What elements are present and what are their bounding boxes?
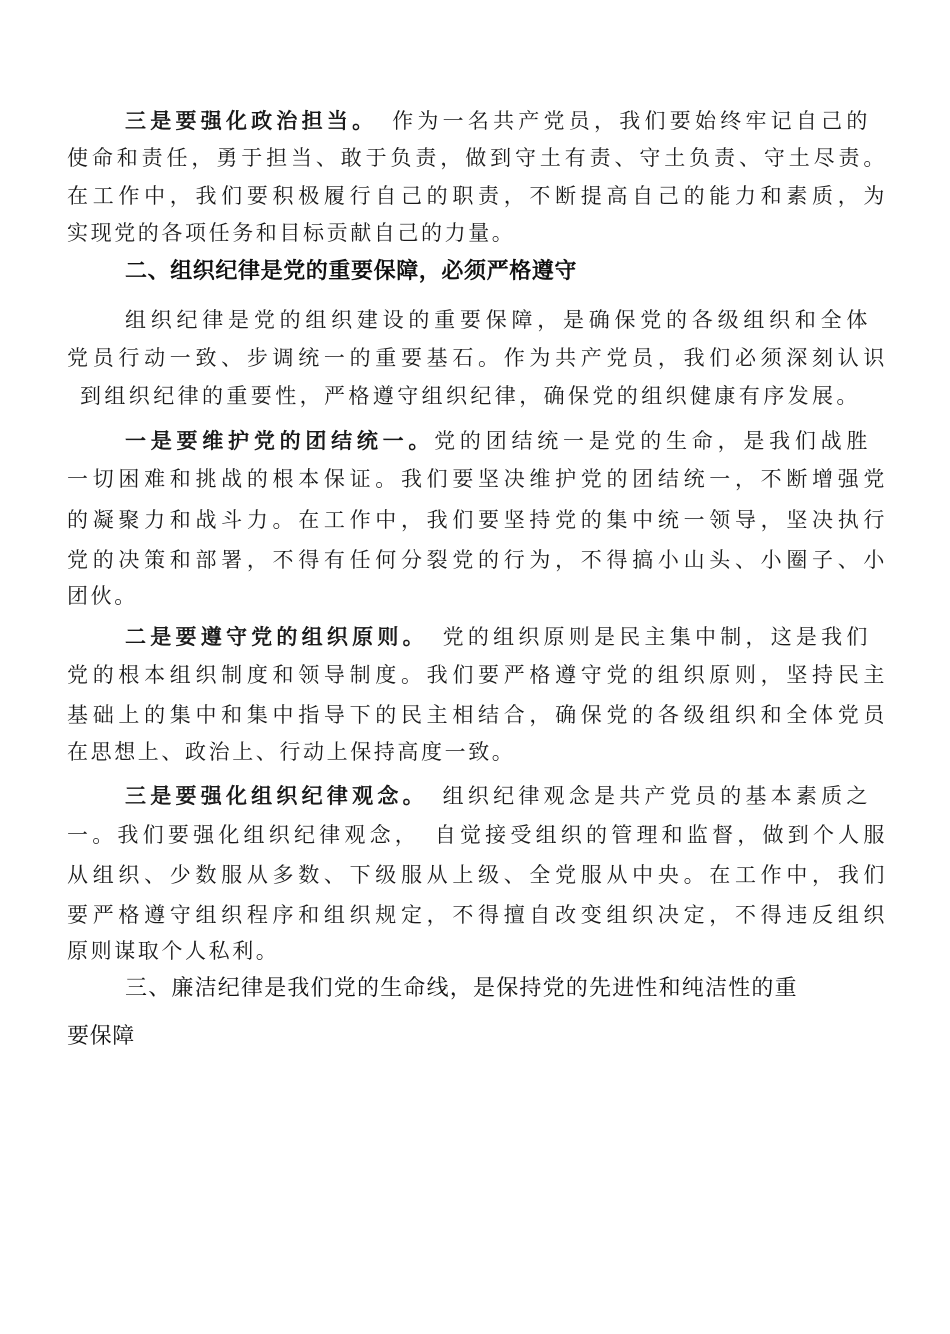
p1-line-4: 实现党的各项任务和目标贡献自己的力量。: [67, 221, 516, 245]
p2-line-3: 到组织纪律的重要性，严格遵守组织纪律，确保党的组织健康有序发展。: [80, 384, 860, 408]
p3-line-2: 一切困难和挑战的根本保证。我们要坚决维护党的团结统一，不断增强党: [67, 467, 887, 491]
p5-line-2: 一。我们要强化组织纪律观念， 自觉接受组织的管理和监督，做到个人服: [67, 823, 887, 847]
p1-line-2: 使命和责任，勇于担当、敢于负责，做到守土有责、守土负责、守土尽责。: [67, 146, 887, 170]
p4-line-1: [125, 622, 870, 652]
p3-line-1-text: 党的团结统一是党的生命，是我们战胜: [434, 429, 870, 453]
section-heading-3-line-1: 三、廉洁纪律是我们党的生命线，是保持党的先进性和纯洁性的重: [125, 976, 798, 1001]
p5-line-5: 原则谋取个人私利。: [67, 939, 280, 963]
p3-line-3: 的凝聚力和战斗力。在工作中，我们要坚持党的集中统一领导，坚决执行: [67, 508, 887, 532]
p4-line-4: 在思想上、政治上、行动上保持高度一致。: [67, 740, 516, 764]
p4-line-1-text: 党的组织原则是民主集中制，这是我们: [442, 625, 871, 649]
p4-line-2: 党的根本组织制度和领导制度。我们要严格遵守党的组织原则，坚持民主: [67, 663, 887, 687]
section-heading-2: 二、组织纪律是党的重要保障，必须严格遵守: [125, 259, 578, 284]
p1-lead: 三是要强化政治担当。: [125, 108, 367, 133]
p4-line-3: 基础上的集中和集中指导下的民主相结合，确保党的各级组织和全体党员: [67, 703, 887, 727]
p2-line-1: 组织纪律是党的组织建设的重要保障，是确保党的各级组织和全体: [125, 308, 870, 332]
p3-line-4: 党的决策和部署，不得有任何分裂党的行为，不得搞小山头、小圈子、小: [67, 548, 887, 572]
p3-line-5: 团伙。: [67, 584, 138, 608]
p1-line-1-text: 作为一名共产党员，我们要始终牢记自己的: [392, 109, 870, 133]
p3-line-1: [125, 426, 870, 456]
p1-line-1: [125, 106, 870, 136]
p5-line-1: [125, 781, 870, 811]
p5-lead: 三是要强化组织纪律观念。: [125, 783, 418, 808]
p4-lead: 二是要遵守党的组织原则。: [125, 624, 418, 649]
p2-line-2: 党员行动一致、步调统一的重要基石。作为共产党员，我们必须深刻认识: [67, 346, 887, 370]
p3-lead: 一是要维护党的团结统一。: [125, 428, 435, 453]
p5-line-3: 从组织、少数服从多数、下级服从上级、全党服从中央。在工作中，我们: [67, 863, 887, 887]
section-heading-3-line-2: 要保障: [67, 1024, 135, 1049]
p5-line-1-text: 组织纪律观念是共产党员的基本素质之: [442, 784, 871, 808]
p5-line-4: 要严格遵守组织程序和组织规定，不得擅自改变组织决定，不得违反组织: [67, 903, 887, 927]
p1-line-3: 在工作中，我们要积极履行自己的职责，不断提高自己的能力和素质，为: [67, 184, 887, 208]
